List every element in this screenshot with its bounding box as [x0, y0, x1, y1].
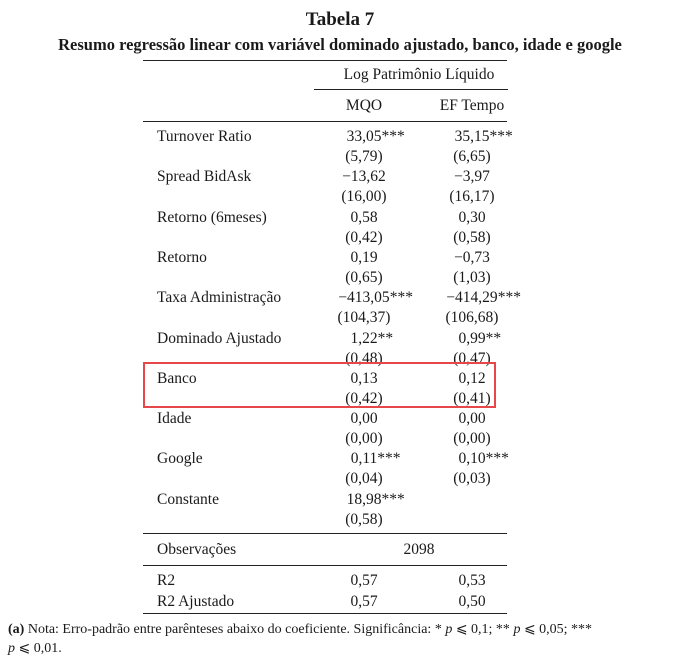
se-mqo: (0,65) — [345, 269, 383, 286]
row-label: Dominado Ajustado — [157, 330, 282, 347]
coef-mqo-value: 18,98 — [346, 491, 382, 508]
note-p-3: p — [8, 641, 15, 656]
se-mqo: (0,00) — [345, 430, 383, 447]
coef-ef-value: −3,97 — [454, 168, 490, 185]
highlight-box-banco — [143, 362, 496, 408]
coef-ef — [424, 167, 520, 187]
note-prefix: (a) — [8, 622, 25, 637]
table-subtitle: Resumo regressão linear com variável dominado ajustado, banco, idade e google — [58, 35, 622, 54]
se-mqo: (0,58) — [345, 511, 383, 528]
coef-mqo — [316, 167, 412, 187]
stat-label: R2 — [157, 572, 176, 589]
row-label: Constante — [157, 491, 219, 508]
se-mqo: (104,37) — [337, 309, 391, 326]
header-group-rule — [314, 89, 508, 90]
row-label: Banco — [157, 370, 197, 387]
coef-mqo-value: 0,00 — [350, 410, 378, 427]
se-ef: (0,00) — [453, 430, 491, 447]
coef-mqo-value: −13,62 — [342, 168, 386, 185]
se-ef: (106,68) — [445, 309, 499, 326]
coef-ef — [424, 208, 520, 228]
coef-ef — [424, 248, 520, 268]
se-mqo: (5,79) — [345, 148, 383, 165]
se-ef: (0,03) — [453, 470, 491, 487]
coef-ef-value: 0,10 — [458, 450, 486, 467]
note-text-1: Nota: Erro-padrão entre parênteses abaixo do coeficiente. Significância: * — [24, 622, 446, 637]
se-mqo: (16,00) — [341, 188, 387, 205]
se-ef: (16,17) — [449, 188, 495, 205]
se-ef: (0,41) — [453, 390, 491, 407]
coef-mqo: 18,98*** — [346, 491, 405, 508]
observations-label: Observações — [157, 541, 237, 558]
coef-mqo-value: 0,11 — [350, 450, 378, 467]
row-label: Taxa Administração — [157, 289, 282, 306]
se-ef: (1,03) — [453, 269, 491, 286]
coef-mqo-value: 0,58 — [350, 209, 378, 226]
coef-ef — [424, 409, 520, 429]
se-mqo: (0,48) — [345, 350, 383, 367]
coef-ef: −414,29*** — [446, 289, 521, 306]
row-label: Retorno (6meses) — [157, 209, 267, 226]
table-title: Tabela 7 — [305, 9, 375, 30]
coef-ef-value: −414,29 — [446, 289, 498, 306]
coef-mqo-value: 0,13 — [350, 370, 378, 387]
coef-mqo — [316, 208, 412, 228]
row-label: Retorno — [157, 249, 207, 266]
bottom-rule — [143, 613, 507, 614]
coef-mqo-value: 0,19 — [350, 249, 378, 266]
note-p-1: p — [445, 622, 453, 637]
se-ef: (0,58) — [453, 229, 491, 246]
top-rule — [143, 60, 507, 61]
coef-ef — [424, 490, 520, 510]
coef-ef-value: 0,00 — [458, 410, 486, 427]
table-note — [8, 620, 673, 658]
row-label: Turnover Ratio — [157, 128, 252, 145]
coef-mqo: 0,11*** — [350, 450, 401, 467]
row-label: Spread BidAsk — [157, 168, 252, 185]
observations-value: 2098 — [403, 541, 435, 558]
row-label: Google — [157, 450, 203, 467]
header-col1: MQO — [345, 97, 383, 114]
coef-mqo-value: 33,05 — [346, 128, 382, 145]
coef-ef-value: 0,12 — [458, 370, 486, 387]
note-text-3: ⩽ 0,05; *** — [520, 622, 593, 637]
stat-label: R2 Ajustado — [157, 593, 235, 610]
coef-ef-value: −0,73 — [454, 249, 490, 266]
coef-ef-value: 35,15 — [454, 128, 490, 145]
row-label: Idade — [157, 410, 192, 427]
stat-mqo: 0,57 — [350, 593, 378, 610]
stat-ef: 0,50 — [458, 593, 486, 610]
header-col2: EF Tempo — [439, 97, 505, 114]
header-rule — [143, 121, 507, 122]
stat-ef: 0,53 — [458, 572, 486, 589]
coef-ef: 0,10*** — [458, 450, 509, 467]
coef-ef: 35,15*** — [454, 128, 513, 145]
se-mqo: (0,42) — [345, 229, 383, 246]
coef-ef-value: 0,99 — [458, 330, 486, 347]
mid-rule — [143, 533, 507, 534]
note-text-2: ⩽ 0,1; ** — [452, 622, 514, 637]
note-text-4: ⩽ 0,01. — [15, 641, 62, 656]
note-p-2: p — [513, 622, 521, 637]
se-ef: (0,47) — [453, 350, 491, 367]
se-ef: (6,65) — [453, 148, 491, 165]
coef-mqo — [316, 409, 412, 429]
coef-mqo — [316, 248, 412, 268]
se-mqo: (0,42) — [345, 390, 383, 407]
coef-ef: 0,99** — [458, 330, 502, 347]
coef-mqo-value: 1,22 — [350, 330, 378, 347]
coef-mqo-value: −413,05 — [338, 289, 390, 306]
se-mqo: (0,04) — [345, 470, 383, 487]
coef-mqo: 1,22** — [350, 330, 394, 347]
stat-mqo: 0,57 — [350, 572, 378, 589]
coef-ef-value: 0,30 — [458, 209, 486, 226]
coef-mqo: −413,05*** — [338, 289, 413, 306]
header-group: Log Patrimônio Líquido — [343, 66, 495, 83]
coef-mqo: 33,05*** — [346, 128, 405, 145]
obs-rule — [143, 565, 507, 566]
